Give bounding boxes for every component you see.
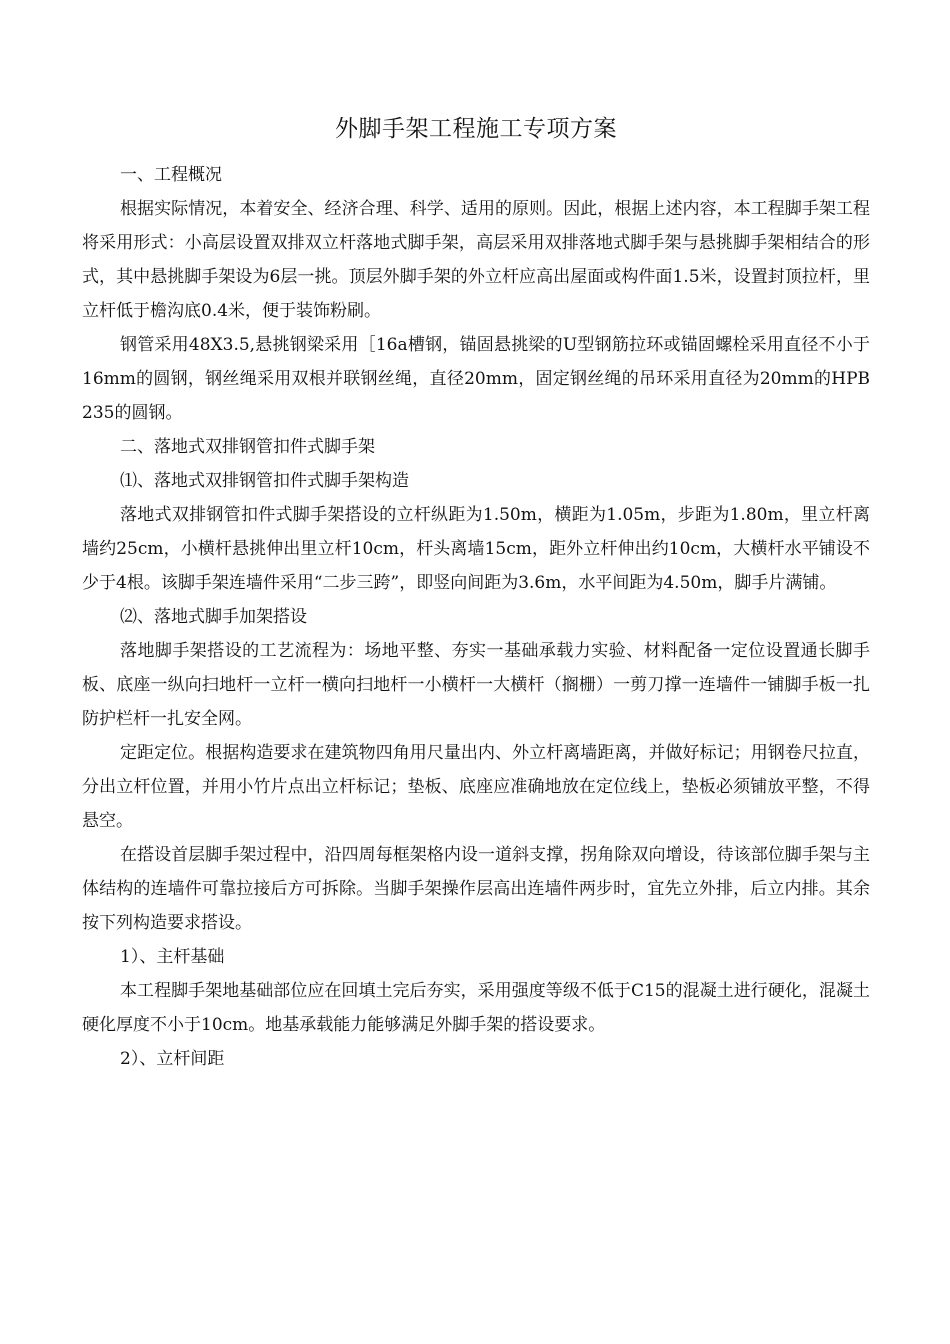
document-page (82, 108, 870, 1076)
item-heading-pole-spacing: 2）、立杆间距 (120, 1049, 225, 1069)
paragraph-materials: 钢管采用48X3.5,悬挑钢梁采用［16a槽钢，锚固悬挑梁的U型钢筋拉环或锚固螺栓采用直径不小于16mm的圆钢，钢丝绳采用双根并联钢丝绳，直径20mm，固定钢丝绳的吊环采用直径为20mm的HPB235的圆钢。 (82, 335, 870, 423)
paragraph-positioning: 定距定位。根据构造要求在建筑物四角用尺量出内、外立杆离墙距离，并做好标记；用钢卷尺拉直，分出立杆位置，并用小竹片点出立杆标记；垫板、底座应准确地放在定位线上，垫板必须铺放平整，不得悬空。 (82, 743, 870, 831)
section-heading-overview: 一、工程概况 (120, 165, 222, 185)
paragraph-overview-form: 根据实际情况，本着安全、经济合理、科学、适用的原则。因此，根据上述内容，本工程脚手架工程将采用形式：小高层设置双排双立杆落地式脚手架，高层采用双排落地式脚手架与悬挑脚手架相结合的形式，其中悬挑脚手架设为6层一挑。顶层外脚手架的外立杆应高出屋面或构件面1.5米，设置封顶拉杆，里立杆低于檐沟底0.4米，便于装饰粉刷。 (82, 199, 870, 321)
paragraph-first-floor: 在搭设首层脚手架过程中，沿四周每框架格内设一道斜支撑，拐角除双向增设，待该部位脚手架与主体结构的连墙件可靠拉接后方可拆除。当脚手架操作层高出连墙件两步时，宜先立外排，后立内排。其余按下列构造要求搭设。 (82, 845, 870, 933)
paragraph-foundation: 本工程脚手架地基础部位应在回填土完后夯实，采用强度等级不低于C15的混凝土进行硬化，混凝土硬化厚度不小于10cm。地基承载能力能够满足外脚手架的搭设要求。 (82, 981, 870, 1035)
paragraph-construction-spacing: 落地式双排钢管扣件式脚手架搭设的立杆纵距为1.50m，横距为1.05m，步距为1.80m，里立杆离墙约25cm，小横杆悬挑伸出里立杆10cm，杆头离墙15cm，距外立杆伸出约10cm，大横杆水平铺设不少于4根。该脚手架连墙件采用“二步三跨”，即竖向间距为3.6m，水平间距为4.50m，脚手片满铺。 (82, 505, 870, 593)
subsection-heading-erection: ⑵、落地式脚手加架搭设 (120, 607, 307, 627)
paragraph-erection-process: 落地脚手架搭设的工艺流程为：场地平整、夯实一基础承载力实验、材料配备一定位设置通长脚手板、底座一纵向扫地杆一立杆一横向扫地杆一小横杆一大横杆（搁栅）一剪刀撑一连墙件一铺脚手板一扎防护栏杆一扎安全网。 (82, 641, 870, 729)
item-heading-pole-foundation: 1）、主杆基础 (120, 947, 225, 967)
subsection-heading-construction: ⑴、落地式双排钢管扣件式脚手架构造 (120, 471, 409, 491)
document-title: 外脚手架工程施工专项方案 (335, 116, 617, 142)
section-heading-floor-scaffold: 二、落地式双排钢管扣件式脚手架 (120, 437, 375, 457)
